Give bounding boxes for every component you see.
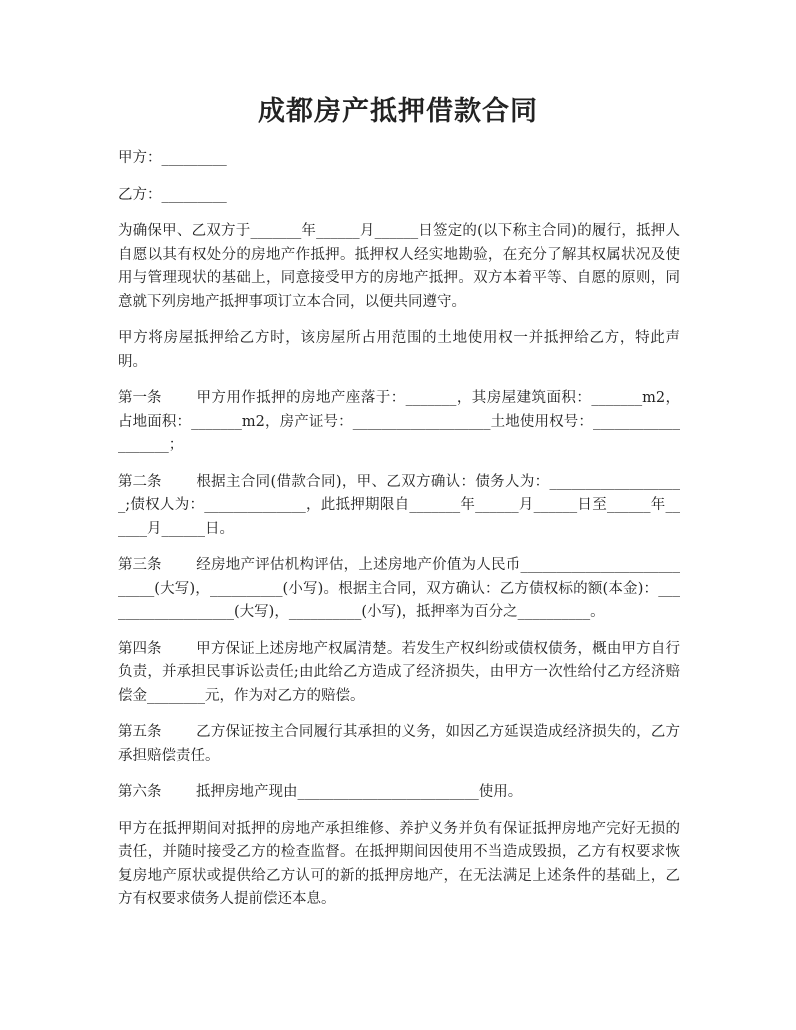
article-text: 抵押房地产现由_________________________使用。 (196, 784, 523, 800)
document-body (118, 147, 680, 925)
article-label: 第六条 (118, 784, 162, 800)
party-b-line: 乙方：_________ (118, 186, 227, 203)
article-label: 第四条 (118, 640, 162, 657)
document-title: 成都房产抵押借款合同 (258, 96, 538, 127)
article-1 (118, 387, 680, 458)
article-label: 第二条 (118, 473, 162, 490)
maintenance-paragraph: 甲方在抵押期间对抵押的房地产承担维修、养护义务并负有保证抵押房地产完好无损的责任，并随时接受乙方的检查监督。在抵押期间因使用不当造成毁损，乙方有权要求恢复房地产原状或提供给乙方认可的新的抵押房地产，在无法满足上述条件的基础上，乙方有权要求债务人提前偿还本息。 (118, 820, 680, 907)
article-label: 第一条 (118, 390, 162, 406)
article-3 (118, 554, 680, 625)
article-text: 乙方保证按主合同履行其承担的义务，如因乙方延误造成经济损失的，乙方承担赔偿责任。 (118, 724, 680, 764)
party-a-line: 甲方：_________ (118, 150, 227, 166)
preamble-paragraph: 为确保甲、乙双方于_______年______月______日签定的(以下称主合同)的履行，抵押人自愿以其有权处分的房地产作抵押。抵押权人经实地勘验，在充分了解其权属状况及使用与管理现状的基础上，同意接受甲方的房地产抵押。双方本着平等、自愿的原则，同意就下列房地产抵押事项订立本合同，以便共同遵守。 (118, 223, 680, 310)
land-use-paragraph: 甲方将房屋抵押给乙方时，该房屋所占用范围的土地使用权一并抵押给乙方，特此声明。 (118, 330, 680, 370)
article-5 (118, 721, 680, 768)
article-4 (118, 638, 680, 709)
article-text: 甲方用作抵押的房地产座落于：_______，其房屋建筑面积：_______m2，占地面积：_______m2，房产证号：___________________土地使用权号：___________________； (118, 390, 680, 453)
article-text: 经房地产评估机构评估，上述房地产价值为人民币___________________________(大写)，__________(小写)。根据主合同，双方确认：乙方债权标的额(本金)：___________________(大写)，__________(小写)，抵押率为百分之__________。 (118, 557, 680, 620)
article-label: 第五条 (118, 724, 162, 740)
article-text: 根据主合同(借款合同)，甲、乙双方确认：债务人为：___________________;债权人为：______________，此抵押期限自_______年______月______日至______年______月______日。 (118, 473, 680, 537)
article-6 (118, 781, 680, 805)
article-text: 甲方保证上述房地产权属清楚。若发生产权纠纷或债权债务，概由甲方自行负责，并承担民事诉讼责任;由此给乙方造成了经济损失，由甲方一次性给付乙方经济赔偿金________元，作为对乙方的赔偿。 (118, 640, 680, 704)
article-label: 第三条 (118, 557, 162, 573)
article-2 (118, 471, 680, 542)
